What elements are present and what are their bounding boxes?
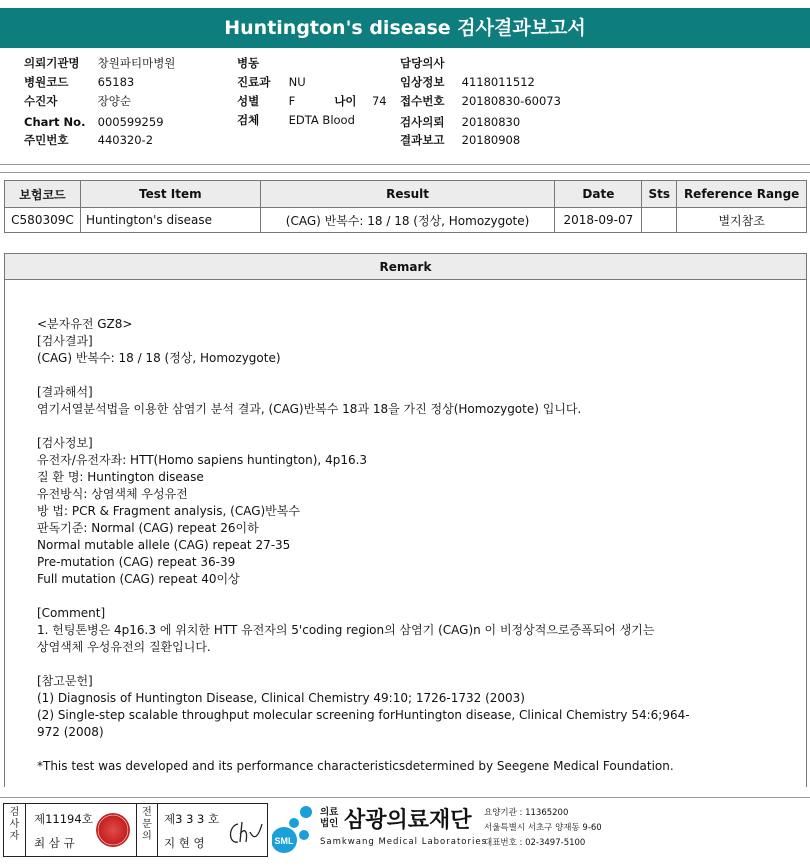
org-prefix-line-1: 의료 bbox=[320, 807, 339, 818]
info-divider bbox=[0, 164, 810, 165]
receipt-no-value: 20180830-60073 bbox=[461, 94, 561, 108]
header-result: Result bbox=[260, 181, 555, 208]
report-title: Huntington's disease 검사결과보고서 bbox=[0, 8, 810, 48]
doctor-row bbox=[400, 54, 462, 73]
institution-row bbox=[24, 54, 175, 73]
cell-result: (CAG) 반복수: 18 / 18 (정상, Homozygote) bbox=[260, 208, 555, 233]
org-phone: 대표번호 : 02-3497-5100 bbox=[484, 838, 586, 848]
ward-row bbox=[237, 54, 289, 73]
results-table bbox=[4, 180, 807, 233]
sex-row bbox=[237, 92, 387, 111]
age-value: 74 bbox=[371, 94, 387, 108]
org-code: 요양기관 : 11365200 bbox=[484, 808, 569, 818]
chart-no-value: 000599259 bbox=[97, 115, 164, 129]
doctor-label: 담당의사 bbox=[400, 56, 445, 70]
receipt-no-label: 접수번호 bbox=[400, 94, 445, 108]
report-date-value: 20180908 bbox=[461, 133, 521, 147]
examiner-label bbox=[4, 804, 26, 856]
examiner-name: 최 삼 규 bbox=[34, 836, 75, 850]
resident-no-label: 주민번호 bbox=[24, 133, 69, 147]
age-label: 나이 bbox=[334, 94, 357, 108]
cell-status bbox=[642, 208, 677, 233]
report-date-label: 결과보고 bbox=[400, 133, 445, 147]
header-status: Sts bbox=[642, 181, 677, 208]
report-date-row bbox=[400, 131, 520, 150]
clinical-info-row bbox=[400, 73, 535, 92]
org-prefix bbox=[320, 807, 338, 829]
specialist-license: 제3 3 3 호 bbox=[164, 812, 220, 826]
cell-date: 2018-09-07 bbox=[555, 208, 642, 233]
sml-logo-icon bbox=[272, 803, 320, 857]
cell-insurance-code: C580309C bbox=[5, 208, 81, 233]
specialist-name: 지 현 영 bbox=[164, 836, 205, 850]
resident-no-row bbox=[24, 131, 153, 150]
seal-stamp-icon bbox=[96, 813, 130, 847]
receipt-no-row bbox=[400, 92, 561, 111]
header-date: Date bbox=[555, 181, 642, 208]
examiner-license: 제11194호 bbox=[34, 812, 93, 826]
patient-label: 수진자 bbox=[24, 94, 58, 108]
info-divider-2 bbox=[0, 172, 810, 173]
patient-info bbox=[0, 52, 810, 162]
header-test-item: Test Item bbox=[80, 181, 260, 208]
chart-no-row bbox=[24, 113, 164, 132]
clinical-info-value: 4118011512 bbox=[461, 75, 535, 89]
header-reference-range: Reference Range bbox=[677, 181, 807, 208]
specimen-value: EDTA Blood bbox=[288, 113, 355, 127]
ward-label: 병동 bbox=[237, 56, 260, 70]
department-label: 진료과 bbox=[237, 75, 271, 89]
org-prefix-line-2: 법인 bbox=[320, 818, 339, 829]
examiner-label-text: 검사자 bbox=[9, 807, 20, 842]
hospital-code-value: 65183 bbox=[97, 75, 135, 89]
signature-icon bbox=[226, 818, 264, 848]
clinical-info-label: 임상정보 bbox=[400, 75, 445, 89]
org-contact bbox=[484, 806, 602, 851]
patient-value: 장양순 bbox=[97, 94, 131, 108]
sex-value: F bbox=[288, 94, 296, 108]
remark-section bbox=[4, 253, 807, 787]
footer-divider bbox=[0, 797, 810, 798]
results-header-row bbox=[5, 181, 807, 208]
department-row bbox=[237, 73, 306, 92]
cell-reference-range: 별지참조 bbox=[677, 208, 807, 233]
hospital-code-label: 병원코드 bbox=[24, 75, 69, 89]
remark-header: Remark bbox=[5, 254, 806, 280]
remark-body: <분자유전 GZ8> [검사결과] (CAG) 반복수: 18 / 18 (정상, Homozygote) [결과해석] 염기서열분석법을 이용한 삼염기 분석 결과, (CAG)반복수 18과 18을 가진 정상(Homozygote) 입니다. [검사정보] 유전자/유전자좌: HTT(Homo sapiens huntington), 4p16.3 질 환 명: Huntington disease 유전방식: 상염색체 우성유전 방 법: PCR & Fragment analysis, (CAG)반복수 판독기준: Normal (CAG) repeat 26이하 Normal mutable allele (CAG) repeat 27-35 Pre-mutation (CAG) repeat 36-39 Full mutation (CAG) repeat 40이상 [Comment] 1. 헌팅톤병은 4p16.3 에 위치한 HTT 유전자의 5'coding region의 삼염기 (CAG)n 이 비정상적으로증폭되어 생기는 상염색체 우성유전의 질환입니다. [참고문헌] (1) Diagnosis of Huntington Disease, Clinical Chemistry 49:10; 1726-1732 (2003) (2) Single-step scalable throughput molecular screening forHuntington disease, Clinical Chemistry 54:6;964- 972 (2008) *This test was developed and its performance characteristicsdetermined by Seegene Medical Foundation. bbox=[37, 317, 690, 773]
sex-label: 성별 bbox=[237, 94, 260, 108]
signature-box bbox=[3, 803, 268, 857]
chart-no-label: Chart No. bbox=[24, 115, 86, 129]
request-date-row bbox=[400, 113, 520, 132]
request-date-label: 검사의뢰 bbox=[400, 115, 445, 129]
request-date-value: 20180830 bbox=[461, 115, 521, 129]
specimen-row bbox=[237, 111, 355, 130]
hospital-code-row bbox=[24, 73, 134, 92]
department-value: NU bbox=[288, 75, 306, 89]
header-insurance-code: 보험코드 bbox=[5, 181, 81, 208]
specialist-label-text: 전문의 bbox=[142, 807, 152, 842]
org-name-english: Samkwang Medical Laboratories bbox=[320, 837, 488, 847]
institution-label: 의뢰기관명 bbox=[24, 56, 80, 70]
patient-row bbox=[24, 92, 131, 111]
specialist-label bbox=[136, 804, 158, 856]
specimen-label: 검체 bbox=[237, 113, 260, 127]
org-address: 서울특별시 서초구 양재동 9-60 bbox=[484, 823, 602, 833]
sml-logo-text: SML bbox=[274, 836, 294, 846]
resident-no-value: 440320-2 bbox=[97, 133, 154, 147]
cell-test-item: Huntington's disease bbox=[80, 208, 260, 233]
org-name: 삼광의료재단 bbox=[344, 808, 472, 833]
institution-value: 창원파티마병원 bbox=[97, 56, 176, 70]
table-row bbox=[5, 208, 807, 233]
